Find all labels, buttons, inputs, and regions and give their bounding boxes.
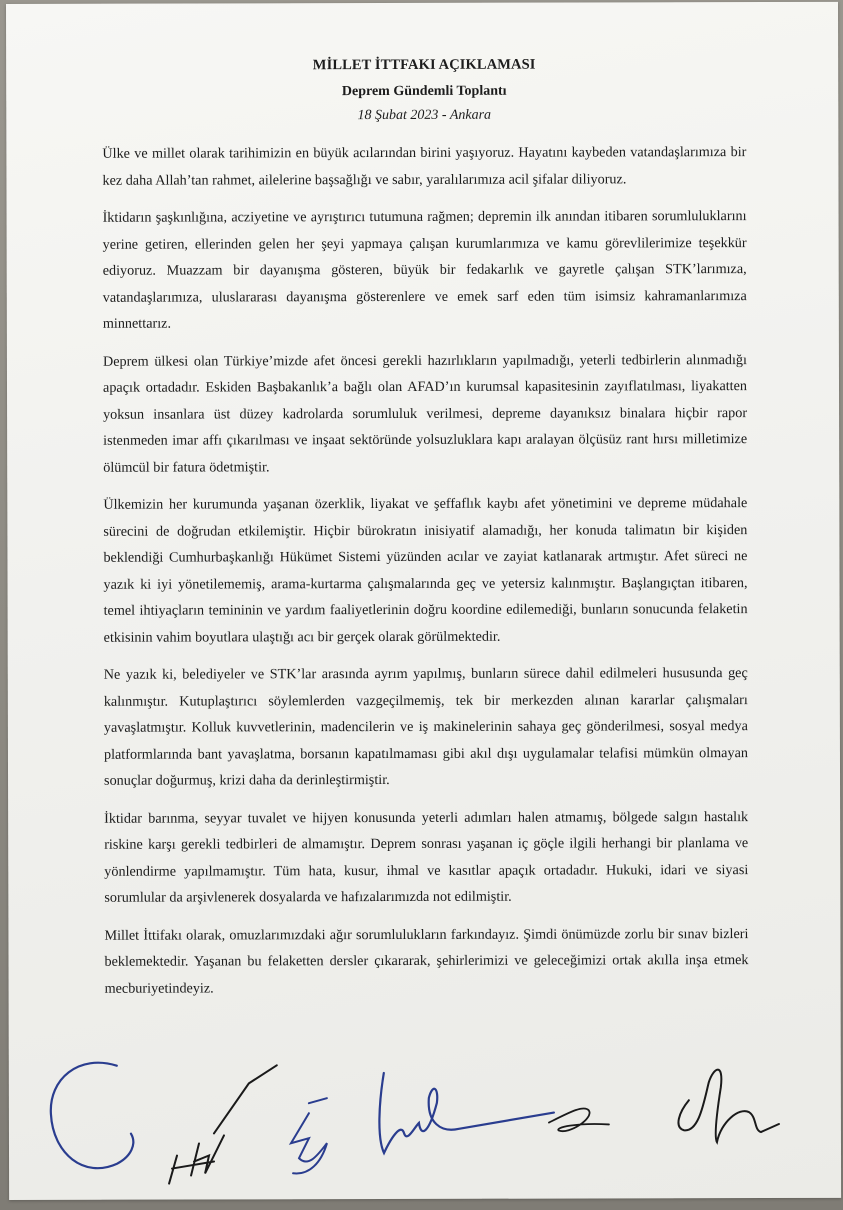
signatures-area — [9, 1042, 841, 1194]
document-sheet — [6, 2, 841, 1200]
document-dateline: 18 Şubat 2023 - Ankara — [357, 107, 492, 124]
paragraph-5: Ne yazık ki, belediyeler ve STK’lar arasında ayrım yapılmış, bunların sürece dahil edilmeleri hususunda geç kalınmıştır. Kutuplaştırıcı söylemlerden vazgeçilmemiş, tek bir merkezden alınan kararlar çalışmaları yavaşlatmıştır. Kolluk kuvvetlerinin, madencilerin ve iş makinelerinin sahaya geç gönderilmesi, sosyal medya platformlarında bant yavaşlatma, borsanın kapatılmaması gibi akıl dışı uygulamalar telafisi mümkün olmayan sonuçlar doğurmuş, krizi daha da derinleştirmiştir. — [103, 665, 748, 789]
paragraph-4: Ülkemizin her kurumunda yaşanan özerklik, liyakat ve şeffaflık kaybı afet yönetimini ve depreme müdahale sürecini de doğrudan etkilemiştir. Hiçbir bürokratın inisiyatif alamadığı, her konuda talimatın bir kişiden beklendiği Cumhurbaşkanlığı Hükümet Sistemi yüzünden acılar ve zayiat katlanarak artmıştır. Afet süreci ne yazık ki iyi yönetilememiş, arama-kurtarma çalışmalarında geç ve yetersiz kalınmıştır. Başlangıçtan itibaren, temel ihtiyaçların temininin ve yardım faaliyetlerinin doğru koordine edilemediği, bunların sonucunda felaketin etkisinin vahim boyutlara ulaştığı acı bir gerçek olarak görülmektedir. — [103, 495, 748, 646]
signatures-svg — [9, 1042, 841, 1194]
paragraph-7: Millet İttifakı olarak, omuzlarımızdaki ağır sorumlulukların farkındayız. Şimdi önümüzde zorlu bir sınav bizleri beklemektedir. Yaşanan bu felaketten dersler çıkararak, şehirlerimizi ve geleceğimizi ortak akılla inşa etmek mecburiyetindeyiz. — [104, 925, 749, 997]
paragraph-1: Ülke ve millet olarak tarihimizin en büyük acılarından birini yaşıyoruz. Hayatını kaybeden vatandaşlarımıza bir kez daha Allah’tan rahmet, ailelerine başsağlığı ve sabır, yaralılarımıza acil şifalar diliyoruz. — [102, 144, 747, 189]
paragraph-2: İktidarın şaşkınlığına, acziyetine ve ayrıştırıcı tutumuna rağmen; depremin ilk anından itibaren sorumluluklarını yerine getiren, ellerinden gelen her şeyi yapmaya çalışan kurumlarımıza ve kamu görevlilerimize teşekkür ediyoruz. Muazzam bir dayanışma gösteren, büyük bir fedakarlık ve gayretle çalışan STK’larımıza, vatandaşlarımıza, uluslararası dayanışma gösterenlere ve emek sarf eden tüm isimsiz kahramanlarımıza minnettarız. — [102, 208, 747, 332]
signature-3 — [291, 1098, 327, 1173]
document-subtitle: Deprem Gündemli Toplantı — [341, 83, 507, 100]
signature-2 — [169, 1065, 277, 1183]
signature-1 — [51, 1063, 134, 1169]
signature-5 — [549, 1108, 609, 1131]
signature-6 — [678, 1069, 779, 1142]
document-body — [102, 56, 748, 1013]
paragraph-3: Deprem ülkesi olan Türkiye’mizde afet öncesi gerekli hazırlıkların yapılmadığı, yeterli tedbirlerin alınmadığı apaçık ortadadır. Eskiden Başbakanlık’a bağlı olan AFAD’ın kurumsal kapasitesinin zayıflatılması, liyakatten yoksun insanlara üst düzey kadrolarda sorumluluk verilmesi, depreme dayanıksız binalara hiçbir rapor istenmeden imar affı çıkarılması ve inşaat sektöründe yolsuzluklara kapı aralayan ölçüsüz rant hırsı milletimize ölümcül bir fatura ödetmiştir. — [102, 351, 748, 476]
paragraph-6: İktidar barınma, seyyar tuvalet ve hijyen konusunda yeterli adımları halen atmamış, bölgede salgın hastalık riskine karşı gerekli tedbirleri de almamıştır. Deprem sonrası yaşanan iç göçle ilgili herhangi bir planlama ve yönlendirme yapılmamıştır. Tüm hata, kusur, ihmal ve kasıtlar apaçık ortadadır. Hukuki, idari ve siyasi sorumlular da arşivlenerek dosyalarda ve hafızalarımızda not edilmiştir. — [104, 808, 749, 906]
signature-4 — [379, 1073, 554, 1153]
document-title: MİLLET İTTFAKI AÇIKLAMASI — [312, 56, 536, 74]
